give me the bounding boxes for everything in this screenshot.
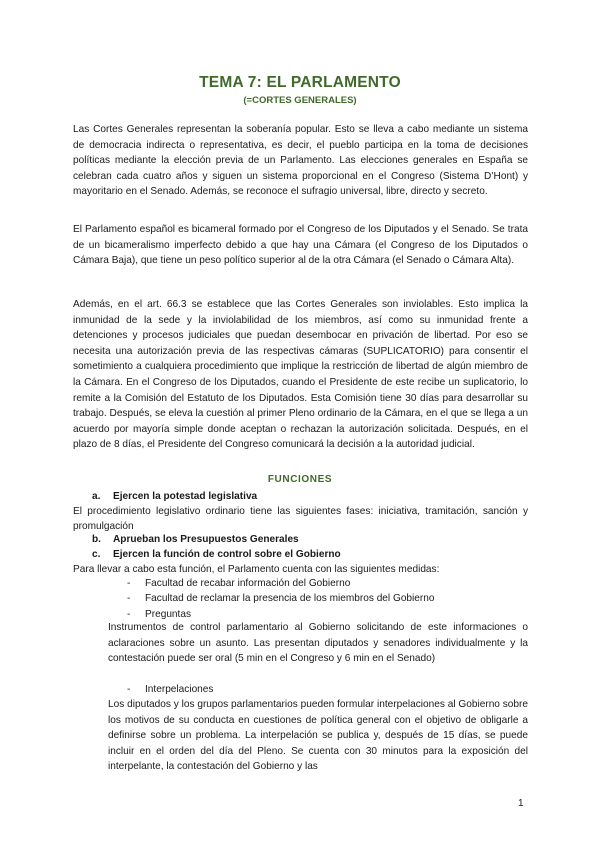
dash-bullet: - bbox=[127, 684, 131, 695]
control-measures-list bbox=[127, 576, 435, 622]
function-item-b bbox=[92, 532, 299, 547]
section-heading-funciones: FUNCIONES bbox=[267, 474, 333, 485]
function-item-a bbox=[92, 489, 257, 504]
paragraph-bicameral: El Parlamento español es bicameral formado por el Congreso de los Diputados y el Senado. Se trata de un bicameralismo imperfecto debido a que hay una Cámara (el Congreso de los Diputados o Cámara Baja), que tiene un peso político superior al de la otra Cámara (el Senado o Cámara Alta). bbox=[73, 224, 528, 267]
item-label: Aprueban los Presupuestos Generales bbox=[113, 534, 299, 545]
preguntas-description: Instrumentos de control parlamentario al Gobierno solicitando de este informaciones o aclaraciones sobre un asunto. Las presentan diputados y senadores individualmente y la contestación puede ser oral (5 min en el Congreso y 6 min en el Senado) bbox=[108, 622, 528, 664]
paragraph-soberania: Las Cortes Generales representan la soberanía popular. Esto se lleva a cabo mediante un sistema de democracia indirecta o representativa, es decir, el pueblo participa en la toma de decisiones políticas mediante la elección previa de un Parlamento. Las elecciones generales en España se celebran cada cuatro años y siguen un sistema proporcional en el Congreso (Sistema D’Hont) y mayoritario en el Senado. Además, se reconoce el sufragio universal, libre, directo y secreto. bbox=[73, 124, 528, 198]
dash-bullet: - bbox=[127, 578, 131, 589]
item-letter: b. bbox=[92, 534, 101, 545]
list-item-interpelaciones: - Interpelaciones bbox=[127, 684, 214, 695]
list-item: - Preguntas bbox=[127, 607, 435, 622]
item-letter: a. bbox=[92, 491, 101, 502]
item-label: Ejercen la potestad legislativa bbox=[113, 491, 258, 502]
function-a-description: El procedimiento legislativo ordinario tiene las siguientes fases: iniciativa, tramitación, sanción y promulgación bbox=[73, 506, 528, 533]
item-label: Ejercen la función de control sobre el Gobierno bbox=[113, 549, 341, 560]
list-item: - Facultad de reclamar la presencia de los miembros del Gobierno bbox=[127, 591, 435, 606]
item-letter: c. bbox=[92, 549, 101, 560]
function-item-c bbox=[92, 547, 341, 562]
list-item: - Facultad de recabar información del Gobierno bbox=[127, 576, 435, 591]
dash-bullet: - bbox=[127, 593, 131, 605]
function-c-intro: Para llevar a cabo esta función, el Parlamento cuenta con las siguientes medidas: bbox=[73, 564, 440, 575]
interpelaciones-description: Los diputados y los grupos parlamentarios pueden formular interpelaciones al Gobierno sobre los motivos de su conducta en cuestiones de política general con el objetivo de obligarle a definirse sobre un problema. La interpelación se publica y, después de 15 días, se puede incluir en el orden del día del Pleno. Se cuenta con 30 minutos para la exposición del interpelante, la contestación del Gobierno y las bbox=[108, 699, 528, 772]
paragraph-inviolabilidad: Además, en el art. 66.3 se establece que las Cortes Generales son inviolables. Esto implica la inmunidad de la sede y la inviolabilidad de los miembros, así como su inmunidad frente a detenciones y procesos judiciales que puedan desembocar en privación de libertad. Por eso se necesita una autorización previa de las respectivas cámaras (SUPLICATORIO) para consentir el sometimiento a cualquiera procedimiento que implique la restricción de libertad de algún miembro de la Cámara. En el Congreso de los Diputados, cuando el Presidente de este recibe un suplicatorio, lo remite a la Comisión del Estatuto de los Diputados. Esta Comisión tiene 30 días para desarrollar su trabajo. Después, se eleva la cuestión al primer Pleno ordinario de la Cámara, en el que se llega a un acuerdo por mayoría simple donde aceptan o rechazan la autorización solicitada. Después, en el plazo de 8 días, el Presidente del Congreso comunicará la decisión a la autoridad judicial. bbox=[73, 299, 528, 451]
page-number: 1 bbox=[518, 798, 524, 809]
page-title: TEMA 7: EL PARLAMENTO bbox=[199, 74, 401, 91]
page-subtitle: (=CORTES GENERALES) bbox=[243, 95, 357, 106]
dash-bullet: - bbox=[127, 608, 131, 620]
